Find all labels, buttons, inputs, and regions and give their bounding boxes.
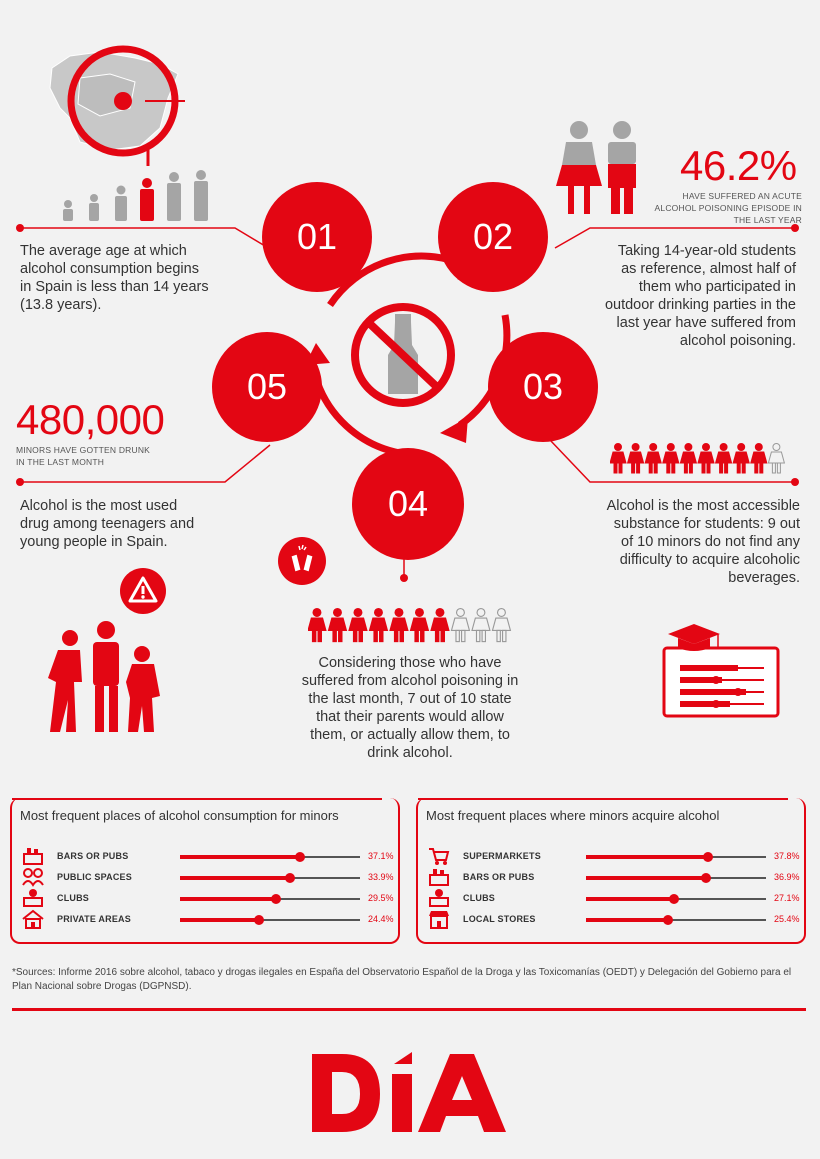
chart-row — [418, 869, 804, 889]
person-filled-icon — [390, 609, 408, 642]
person-filled-icon — [733, 444, 749, 474]
chart-bar — [586, 876, 706, 880]
person-filled-icon — [716, 444, 732, 474]
person-filled-icon — [663, 444, 679, 474]
chart-bar — [586, 918, 668, 922]
chart-bar — [180, 897, 276, 901]
warning-icon — [119, 567, 167, 615]
chart-value-label: 33.9% — [368, 872, 394, 882]
no-alcohol-icon — [348, 300, 458, 410]
bar-icon — [428, 867, 450, 887]
spain-map-icon — [40, 38, 210, 168]
chart-row-label: CLUBS — [57, 893, 89, 903]
chart-row-label: BARS OR PUBS — [57, 851, 129, 861]
chart-value-label: 27.1% — [774, 893, 800, 903]
step-02-circle: 02 — [438, 182, 548, 292]
couple-icon — [556, 120, 646, 216]
chart-row — [418, 890, 804, 910]
step-05-circle: 05 — [212, 332, 322, 442]
step-03-text: Alcohol is the most accessible substance for students: 9 out of 10 minors do not find any difficulty to acquire alcoholic beverages. — [606, 498, 800, 586]
graduation-monitor-icon — [660, 620, 782, 720]
store-icon — [428, 909, 450, 929]
sources-note: *Sources: Informe 2016 sobre alcohol, tabaco y drogas ilegales en España del Observatorio Español de la Droga y las Toxicomanías (OEDT) y Delegación del Gobierno para el Plan Nacional sobre Drogas (DGPNSD). — [12, 967, 792, 992]
dia-logo-mark — [300, 1040, 520, 1140]
chart-row — [12, 911, 398, 931]
person-filled-icon — [751, 444, 767, 474]
person-filled-icon — [645, 444, 661, 474]
chart-row — [12, 869, 398, 889]
person-filled-icon — [680, 444, 696, 474]
chart-row — [418, 848, 804, 868]
chart-bar-end — [663, 915, 673, 925]
chart-row-label: PUBLIC SPACES — [57, 872, 132, 882]
person-empty-icon — [452, 609, 470, 642]
chart-row-label: LOCAL STORES — [463, 914, 536, 924]
chart-value-label: 36.9% — [774, 872, 800, 882]
person-empty-icon — [493, 609, 511, 642]
acquire-places-title: Most frequent places where minors acquire alcohol — [426, 808, 720, 823]
person-filled-icon — [370, 609, 388, 642]
stat-46-2: 46.2% — [680, 142, 797, 189]
chart-row — [12, 890, 398, 910]
chart-bar-end — [703, 852, 713, 862]
chart-value-label: 24.4% — [368, 914, 394, 924]
step-05-text: Alcohol is the most used drug among teenagers and young people in Spain. — [20, 498, 195, 550]
dia-logo — [300, 1040, 520, 1140]
chart-bar — [180, 918, 259, 922]
person-filled-icon — [349, 609, 367, 642]
step-04-text: Considering those who have suffered from alcohol poisoning in the last month, 7 out of 10 state that their parents would allow them, or actually allow them, to drink alcohol. — [301, 655, 519, 761]
chart-bar — [586, 897, 674, 901]
people-7-of-10 — [308, 608, 520, 644]
stat-46-2-caption: HAVE SUFFERED AN ACUTE ALCOHOL POISONING EPISODE IN THE LAST YEAR — [654, 191, 802, 225]
person-filled-icon — [628, 444, 644, 474]
step-01-text: The average age at which alcohol consumption begins in Spain is less than 14 years (13.8 years). — [20, 243, 209, 313]
sick-teens-icon — [40, 620, 170, 740]
step-01-circle: 01 — [262, 182, 372, 292]
growing-people-icon — [58, 168, 218, 224]
chart-bar — [180, 855, 300, 859]
person-empty-icon — [472, 609, 490, 642]
bar-icon — [22, 846, 44, 866]
cart-icon — [428, 846, 450, 866]
club-icon — [22, 888, 44, 908]
chart-row-label: PRIVATE AREAS — [57, 914, 131, 924]
chart-bar-end — [254, 915, 264, 925]
chart-bar — [586, 855, 708, 859]
chart-value-label: 29.5% — [368, 893, 394, 903]
consumption-places-panel — [10, 798, 400, 944]
person-filled-icon — [698, 444, 714, 474]
chart-value-label: 37.8% — [774, 851, 800, 861]
bottles-icon — [277, 536, 327, 586]
person-filled-icon — [431, 609, 449, 642]
people-9-of-10 — [610, 443, 788, 475]
stat-480000: 480,000 — [16, 396, 165, 443]
chart-bar-end — [669, 894, 679, 904]
stat-480000-caption: MINORS HAVE GOTTEN DRUNK IN THE LAST MONTH — [16, 445, 151, 467]
chart-bar — [180, 876, 290, 880]
chart-bar-end — [271, 894, 281, 904]
step-04-circle: 04 — [352, 448, 464, 560]
chart-row-label: BARS OR PUBS — [463, 872, 535, 882]
person-filled-icon — [411, 609, 429, 642]
person-empty-icon — [768, 444, 784, 474]
acquire-places-panel — [416, 798, 806, 944]
person-filled-icon — [610, 444, 626, 474]
house-icon — [22, 909, 44, 929]
chart-bar-end — [701, 873, 711, 883]
chart-value-label: 25.4% — [774, 914, 800, 924]
chart-row-label: CLUBS — [463, 893, 495, 903]
step-02-text: Taking 14-year-old students as reference, almost half of them who participated in outdoor drinking parties in the last year have suffered from alcohol poisoning. — [604, 243, 796, 349]
chart-value-label: 37.1% — [368, 851, 394, 861]
step-03-circle: 03 — [488, 332, 598, 442]
club-icon — [428, 888, 450, 908]
public-space-icon — [22, 867, 44, 887]
chart-row — [418, 911, 804, 931]
consumption-places-title: Most frequent places of alcohol consumption for minors — [20, 808, 339, 823]
chart-row — [12, 848, 398, 868]
chart-row-label: SUPERMARKETS — [463, 851, 541, 861]
divider — [12, 1008, 806, 1011]
person-filled-icon — [329, 609, 347, 642]
chart-bar-end — [285, 873, 295, 883]
chart-bar-end — [295, 852, 305, 862]
person-filled-icon — [308, 609, 326, 642]
